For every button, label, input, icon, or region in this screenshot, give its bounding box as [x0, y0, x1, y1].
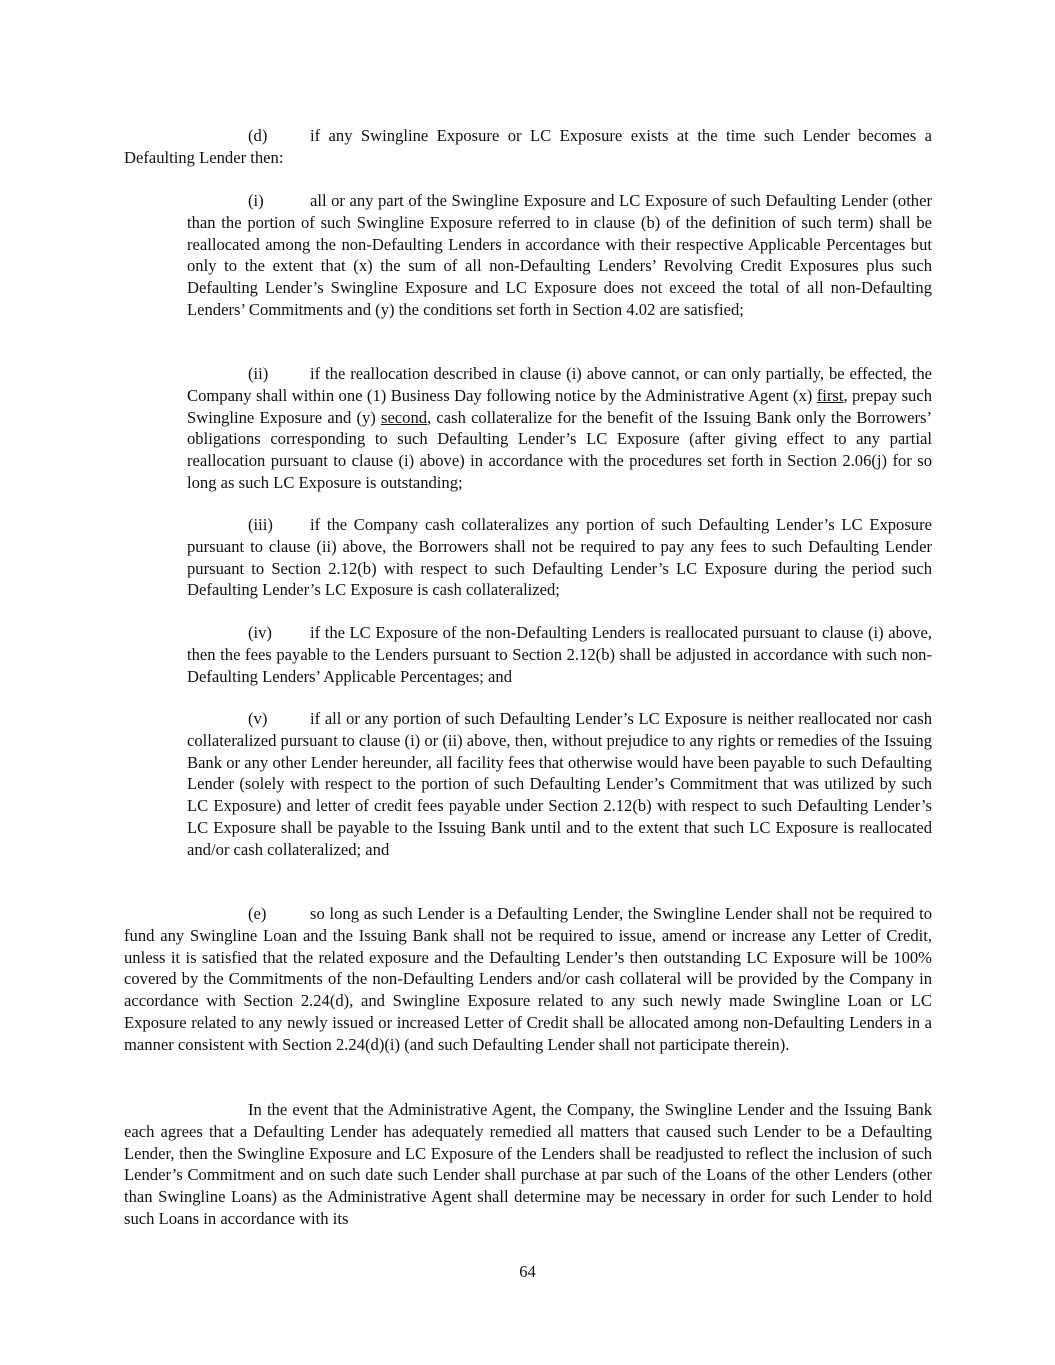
- closing-paragraph: [124, 1099, 932, 1230]
- sub-clause-iv-label: (iv): [248, 623, 272, 642]
- sub-clause-iii: [187, 514, 932, 601]
- sub-clause-iii-text: if the Company cash collateralizes any portion of such Defaulting Lender’s LC Exposure pursuant to clause (ii) above, the Borrowers shall not be required to pay any fees to such Defaulting Lender pursuant to Section 2.12(b) with respect to such Defaulting Lender’s LC Exposure during the period such Defaulting Lender’s LC Exposure is cash collateralized;: [187, 515, 932, 600]
- sub-clause-i-label: (i): [248, 191, 264, 210]
- sub-clause-iv-text: if the LC Exposure of the non-Defaulting Lenders is reallocated pursuant to clause (i) above, then the fees payable to the Lenders pursuant to Section 2.12(b) shall be adjusted in accordance with such non-Defaulting Lenders’ Applicable Percentages; and: [187, 623, 932, 686]
- sub-clause-ii: [187, 363, 932, 494]
- sub-clause-v-text: if all or any portion of such Defaulting Lender’s LC Exposure is neither reallocated nor cash collateralized pursuant to clause (i) or (ii) above, then, without prejudice to any rights or remedies of the Issuing Bank or any other Lender hereunder, all facility fees that otherwise would have been payable to such Defaulting Lender (solely with respect to the portion of such Defaulting Lender’s Commitment that was utilized by such LC Exposure) and letter of credit fees payable under Section 2.12(b) with respect to such Defaulting Lender’s LC Exposure shall be payable to the Issuing Bank until and to the extent that such LC Exposure is reallocated and/or cash collateralized; and: [187, 709, 932, 859]
- sub-clause-ii-label: (ii): [248, 364, 269, 383]
- sub-clause-i: [187, 190, 932, 321]
- clause-e-label: (e): [248, 904, 267, 923]
- sub-clause-v-label: (v): [248, 709, 268, 728]
- sub-clause-v: [187, 708, 932, 861]
- closing-paragraph-text: In the event that the Administrative Agent, the Company, the Swingline Lender and the Issuing Bank each agrees that a Defaulting Lender has adequately remedied all matters that caused such Lender to be a Defaulting Lender, then the Swingline Exposure and LC Exposure of the Lenders shall be readjusted to reflect the inclusion of such Lender’s Commitment and on such date such Lender shall purchase at par such of the Loans of the other Lenders (other than Swingline Loans) as the Administrative Agent shall determine may be necessary in order for such Lender to hold such Loans in accordance with its: [124, 1100, 932, 1228]
- term-second: second: [380, 407, 428, 427]
- sub-clause-ii-text-c: , cash collateralize for the benefit of the Issuing Bank only the Borrowers’ obligations corresponding to such Defaulting Lender’s LC Exposure (after giving effect to any partial reallocation pursuant to clause (i) above) in accordance with the procedures set forth in Section 2.06(j) for so long as such LC Exposure is outstanding;: [187, 407, 932, 492]
- clause-d: [124, 125, 932, 169]
- clause-e-text: so long as such Lender is a Defaulting Lender, the Swingline Lender shall not be required to fund any Swingline Loan and the Issuing Bank shall not be required to issue, amend or increase any Letter of Credit, unless it is satisfied that the related exposure and the Defaulting Lender’s then outstanding LC Exposure will be 100% covered by the Commitments of the non-Defaulting Lenders and/or cash collateral will be provided by the Company in accordance with Section 2.24(d), and Swingline Exposure related to any such newly made Swingline Loan or LC Exposure related to any newly issued or increased Letter of Credit shall be allocated among non-Defaulting Lenders in a manner consistent with Section 2.24(d)(i) (and such Defaulting Lender shall not participate therein).: [124, 904, 932, 1054]
- sub-clause-ii-text-b: , prepay such Swingline Exposure and (y): [187, 385, 932, 427]
- sub-clause-i-text: all or any part of the Swingline Exposure and LC Exposure of such Defaulting Lender (other than the portion of such Swingline Exposure referred to in clause (b) of the definition of such term) shall be reallocated among the non-Defaulting Lenders in accordance with their respective Applicable Percentages but only to the extent that (x) the sum of all non-Defaulting Lenders’ Revolving Credit Exposures plus such Defaulting Lender’s Swingline Exposure and LC Exposure does not exceed the total of all non-Defaulting Lenders’ Commitments and (y) the conditions set forth in Section 4.02 are satisfied;: [187, 191, 932, 319]
- sub-clause-iii-label: (iii): [248, 515, 273, 534]
- clause-e: [124, 903, 932, 1056]
- clause-d-text: if any Swingline Exposure or LC Exposure exists at the time such Lender becomes a Defaulting Lender then:: [124, 126, 932, 167]
- sub-clause-ii-text-a: if the reallocation described in clause (i) above cannot, or can only partially, be effected, the Company shall within one (1) Business Day following notice by the Administrative Agent (x): [187, 364, 932, 405]
- page-number: 64: [519, 1262, 536, 1281]
- term-first: first: [816, 385, 844, 405]
- clause-d-label: (d): [248, 126, 268, 145]
- sub-clause-iv: [187, 622, 932, 687]
